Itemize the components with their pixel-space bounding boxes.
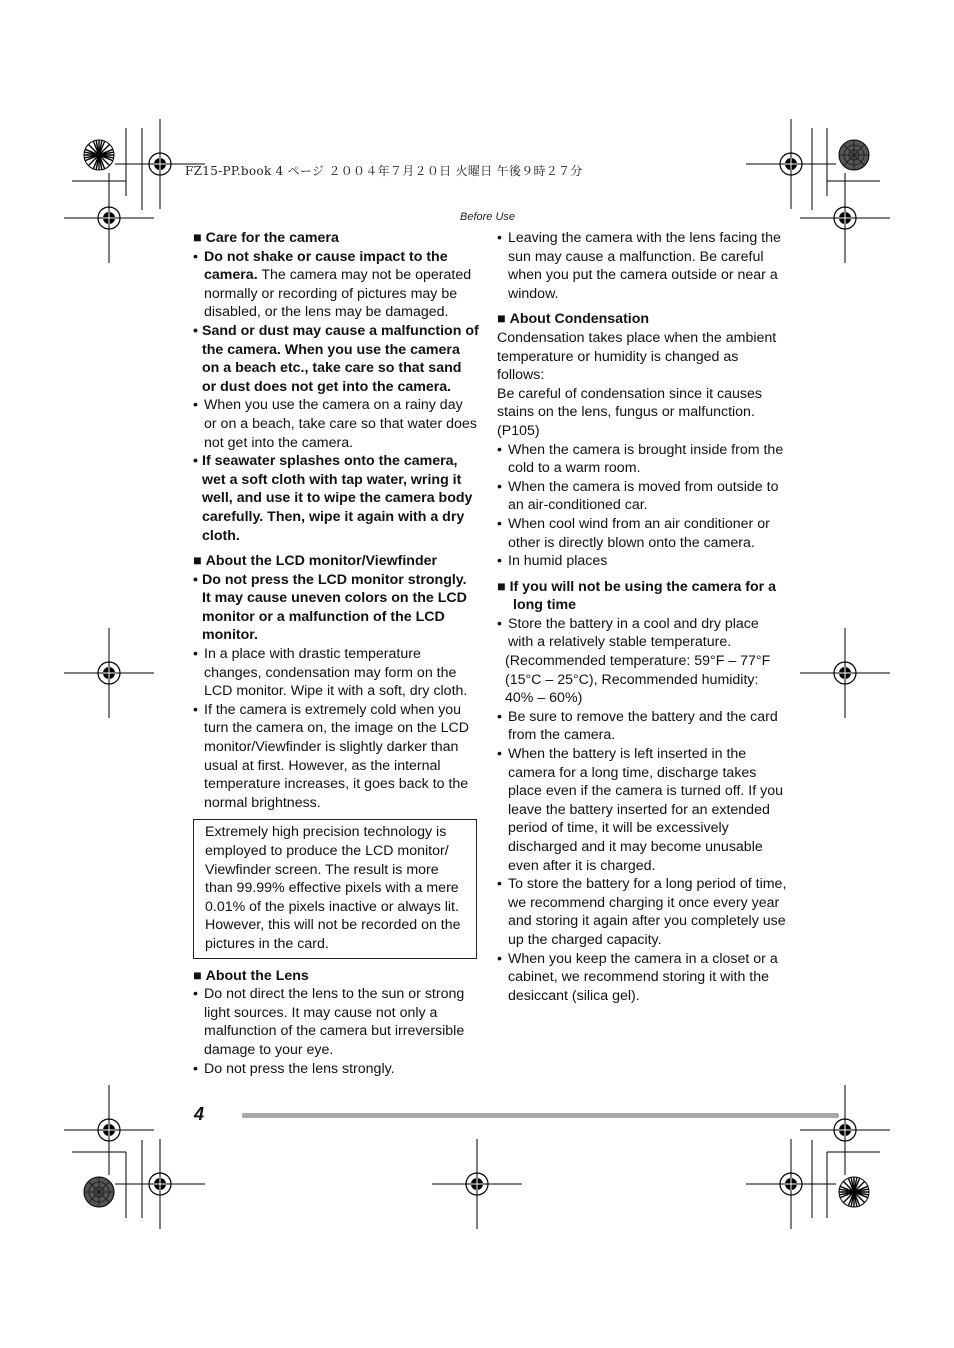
care-bullet-3: • When you use the camera on a rainy day or on a beach, take care so that water does not get into the camera. — [193, 396, 479, 452]
care-heading: ■ Care for the camera — [193, 230, 339, 246]
condensation-bullet-2: • When the camera is moved from outside to an air-conditioned car. — [497, 478, 787, 515]
storage-heading: ■ If you will not be using the camera for a long time — [497, 578, 777, 614]
storage-bullet-2: • Be sure to remove the battery and the card from the camera. — [497, 708, 787, 745]
condensation-heading: ■ About Condensation — [497, 311, 650, 328]
lens-bullet-1: • Do not direct the lens to the sun or strong light sources. It may cause not only a malfunction of the camera but irreversible damage to your eye. — [193, 985, 479, 1059]
page-number: 4 — [194, 1104, 205, 1124]
care-bullet-1: • Do not shake or cause impact to the camera. The camera may not be operated normally or recording of pictures may be disabled, or the lens may be damaged. — [193, 248, 479, 322]
condensation-paragraph-1: Condensation takes place when the ambient temperature or humidity is changed as follows: — [497, 329, 777, 384]
print-header: FZ15-PP.book 4 ページ ２００４年７月２０日 火曜日 午後９時２７分 — [185, 164, 583, 178]
storage-bullet-1: • Store the battery in a cool and dry place with a relatively stable temperature. — [497, 615, 787, 652]
left-column — [193, 229, 479, 1078]
lcd-bullet-3: • If the camera is extremely cold when you turn the camera on, the image on the LCD monitor/Viewfinder is slightly darker than usual at first. However, as the internal temperature increases, it goes back to the normal brightness. — [193, 701, 479, 813]
section-label: Before Use — [460, 211, 516, 223]
condensation-bullet-1: • When the camera is brought inside from the cold to a warm room. — [497, 441, 787, 478]
condensation-bullet-3: • When cool wind from an air conditioner or other is directly blown onto the camera. — [497, 515, 787, 552]
lcd-bullet-2: • In a place with drastic temperature changes, condensation may form on the LCD monitor. Wipe it with a soft, dry cloth. — [193, 645, 479, 701]
care-bullet-2: • Sand or dust may cause a malfunction of the camera. When you use the camera on a beach etc., take care so that sand or dust does not get into the camera. — [193, 322, 479, 396]
lcd-heading: ■ About the LCD monitor/Viewfinder — [193, 553, 438, 570]
condensation-paragraph-2: Be careful of condensation since it causes stains on the lens, fungus or malfunction. (P105) — [497, 385, 762, 439]
storage-bullet-4: • To store the battery for a long period of time, we recommend charging it once every year and storing it again after you completely use up the charged capacity. — [497, 875, 787, 949]
storage-bullet-3: • When the battery is left inserted in the camera for a long time, discharge takes place even if the camera is turned off. If you leave the battery inserted for an extended period of time, it will be excessively discharged and it may become unusable even after it is charged. — [497, 745, 787, 875]
storage-bullet-5: • When you keep the camera in a closet or a cabinet, we recommend storing it with the desiccant (silica gel). — [497, 950, 787, 1006]
lens-bullet-2: • Do not press the lens strongly. — [193, 1060, 479, 1079]
care-bullet-4: • If seawater splashes onto the camera, wet a soft cloth with tap water, wring it well, and use it to wipe the camera body carefully. Then, wipe it again with a dry cloth. — [193, 452, 479, 545]
lens-heading: ■ About the Lens — [193, 967, 309, 984]
footer-rule — [242, 1113, 839, 1118]
right-column — [497, 229, 787, 1005]
lens-bullet-3: • Leaving the camera with the lens facing the sun may cause a malfunction. Be careful when you put the camera outside or near a window. — [497, 229, 787, 303]
lcd-precision-note-box: Extremely high precision technology is employed to produce the LCD monitor/ Viewfinder screen. The result is more than 99.99% effective pixels with a mere 0.01% of the pixels inactive or always lit. However, this will not be recorded on the pictures in the card. — [193, 819, 477, 958]
lcd-bullet-1: • Do not press the LCD monitor strongly. It may cause uneven colors on the LCD monitor or a malfunction of the LCD monitor. — [193, 571, 479, 645]
storage-bullet-1-note: (Recommended temperature: 59°F – 77°F (15°C – 25°C), Recommended humidity: 40% – 60%) — [505, 653, 771, 707]
condensation-bullet-4: • In humid places — [497, 552, 787, 571]
